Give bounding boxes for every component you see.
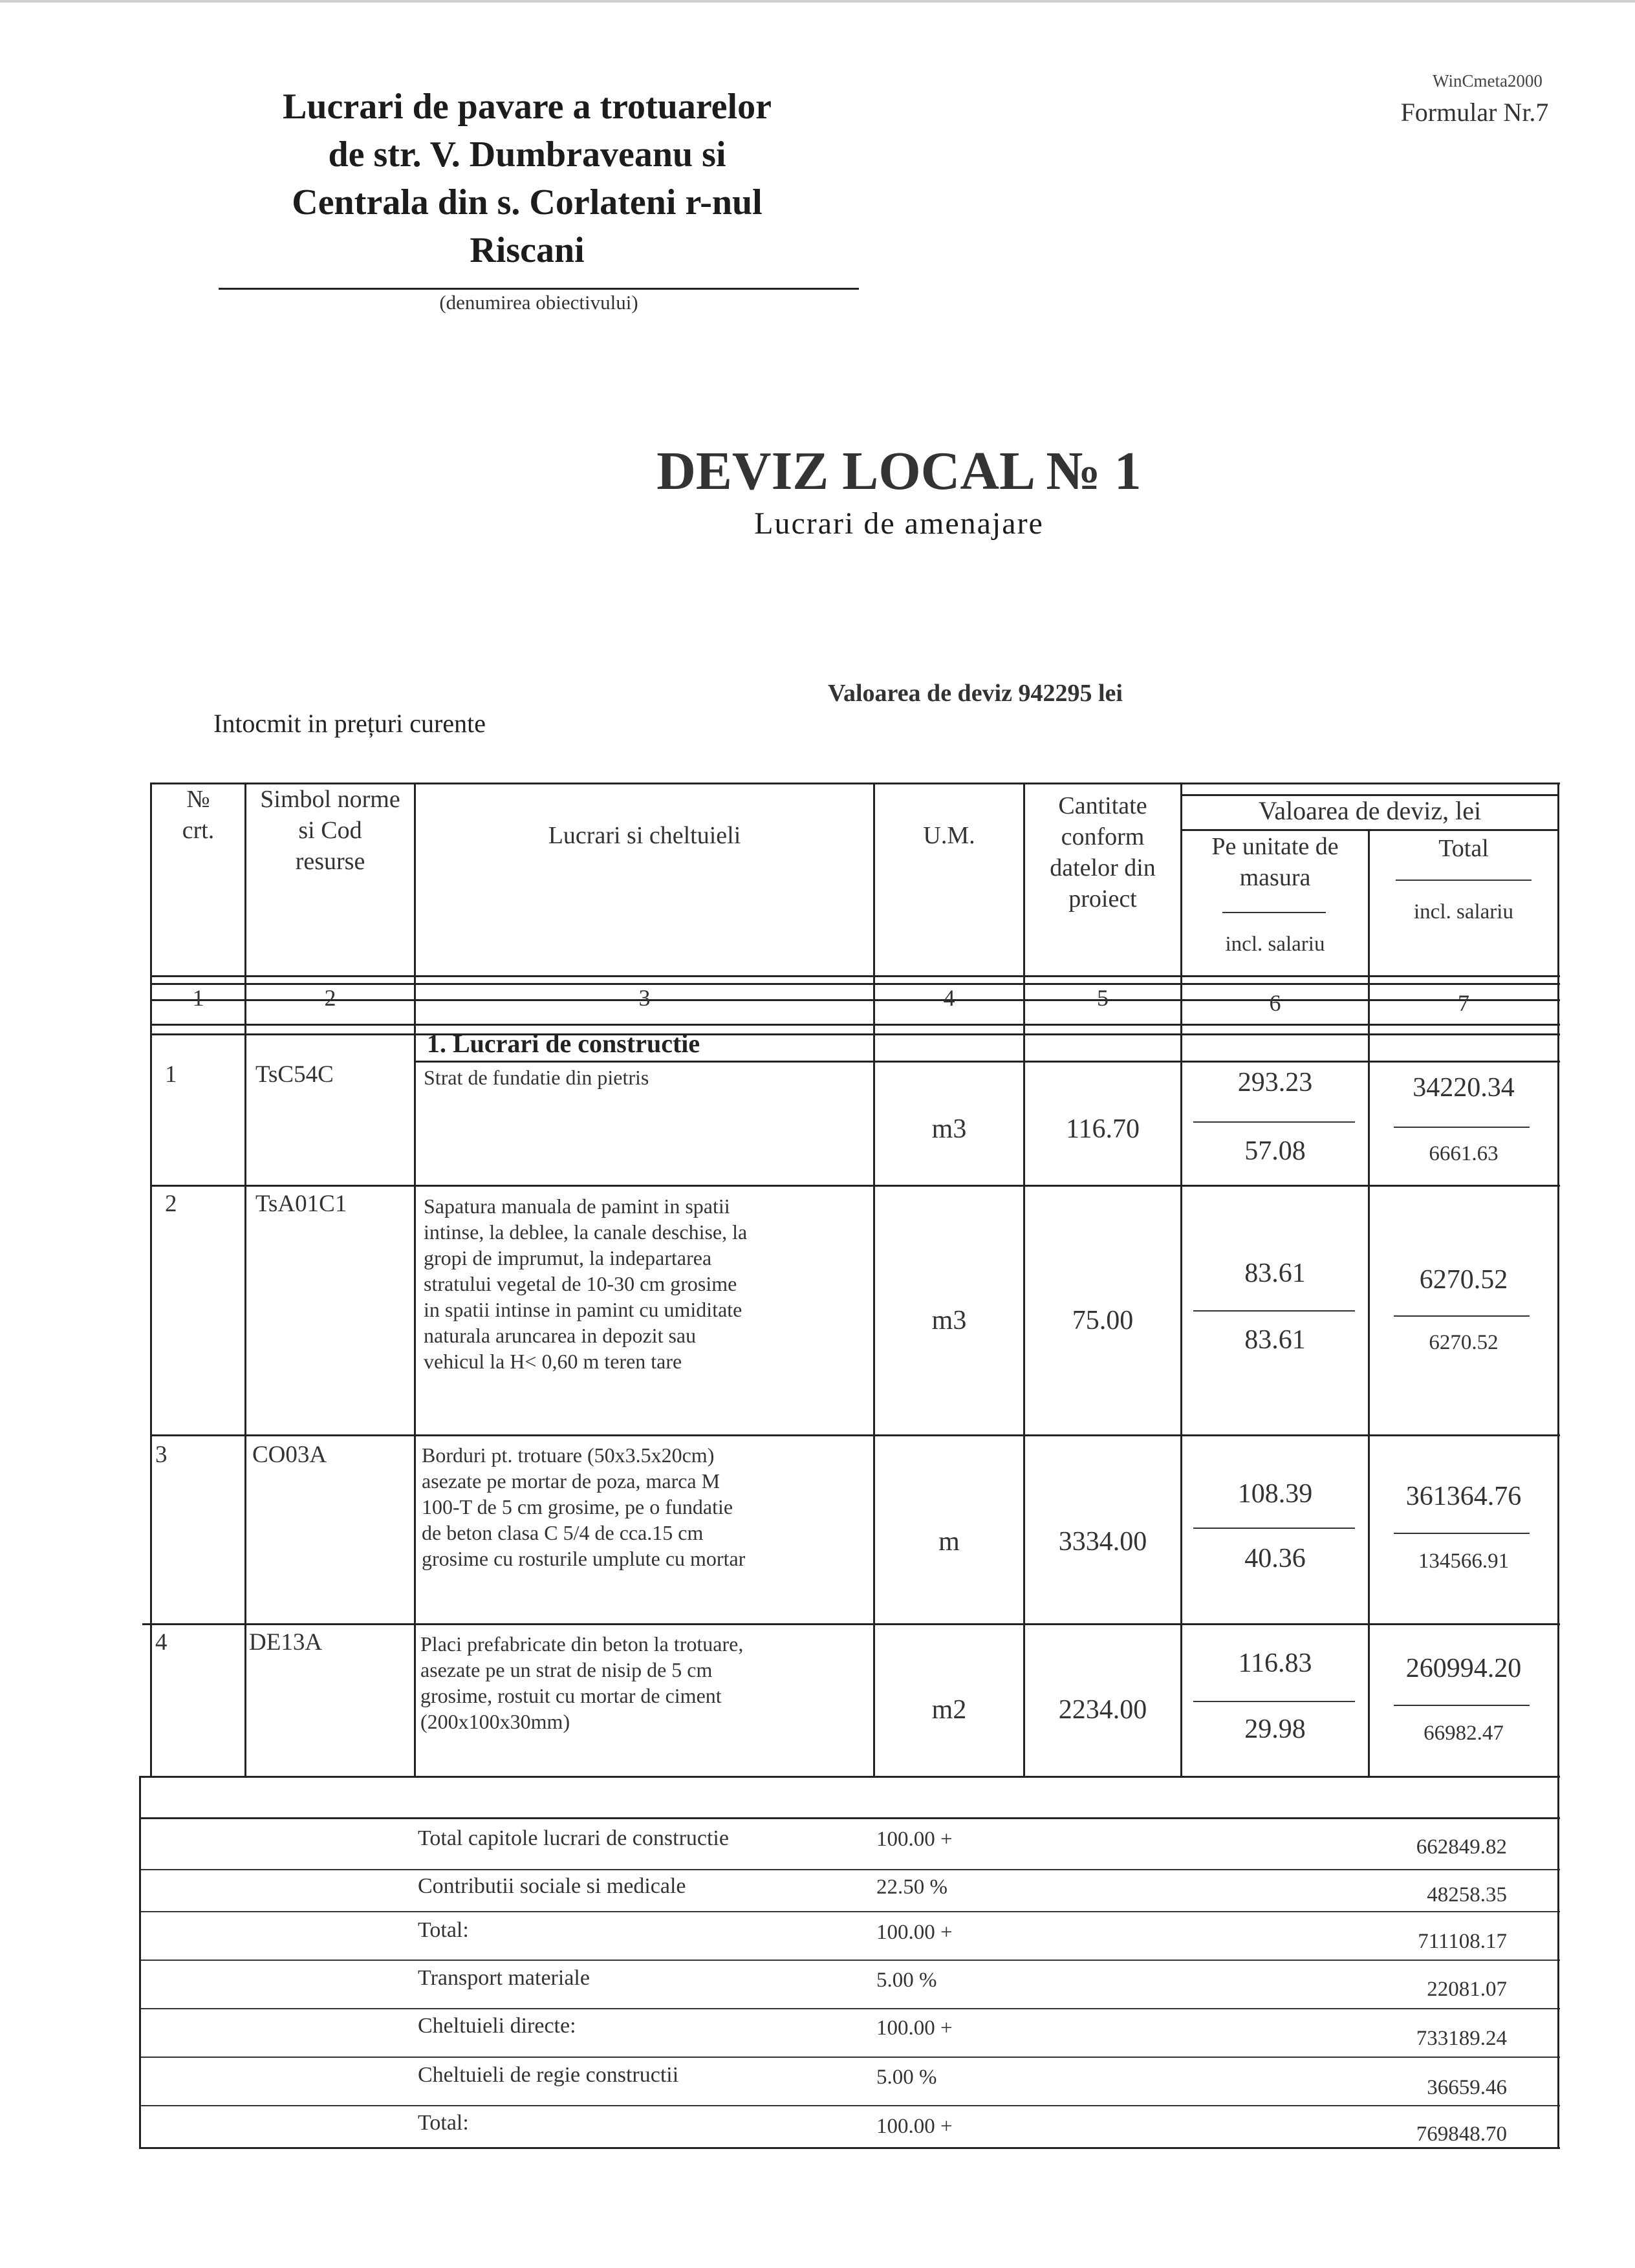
table-rule (150, 1024, 1560, 1026)
totals-percent: 100.00 + (876, 1921, 953, 1944)
row-nr: 4 (155, 1629, 168, 1656)
header-cantitate-line: proiect (1068, 885, 1137, 913)
table-rule (139, 2105, 1560, 2106)
row-code: TsA01C1 (255, 1191, 347, 1217)
row-code: CO03A (252, 1442, 327, 1468)
table-rule (873, 783, 875, 1776)
document-title: DEVIZ LOCAL № 1 (656, 441, 1142, 501)
row-total-salary: 66982.47 (1424, 1722, 1504, 1745)
row-fraction-rule (1394, 1705, 1530, 1706)
row-quantity: 3334.00 (1058, 1527, 1147, 1557)
totals-percent: 5.00 % (876, 1969, 937, 1992)
row-description-line: grosime, rostuit cu mortar de ciment (420, 1684, 722, 1707)
totals-label: Total capitole lucrari de constructie (418, 1826, 729, 1850)
table-rule (142, 1623, 1560, 1625)
row-quantity: 2234.00 (1058, 1695, 1147, 1725)
totals-value: 662849.82 (1416, 1835, 1507, 1859)
header-um: U.M. (923, 822, 975, 849)
object-title-line: Centrala din s. Corlateni r-nul (292, 182, 763, 222)
table-rule (139, 1776, 1560, 1778)
table-rule (1557, 783, 1559, 1776)
row-um: m3 (931, 1306, 967, 1335)
row-total: 361364.76 (1405, 1482, 1522, 1511)
row-description (422, 1442, 745, 1571)
document-subtitle: Lucrari de amenajare (754, 506, 1044, 541)
row-nr: 3 (155, 1442, 168, 1468)
row-description-line: Placi prefabricate din beton la trotuare, (420, 1632, 744, 1656)
table-rule (414, 783, 416, 1776)
table-rule (150, 975, 1560, 977)
column-number: 1 (192, 985, 204, 1011)
table-rule (244, 783, 246, 1776)
row-unit-salary: 83.61 (1244, 1325, 1306, 1355)
row-fraction-rule (1394, 1315, 1530, 1317)
row-unit-price: 293.23 (1237, 1068, 1313, 1097)
table-rule (139, 1911, 1560, 1912)
totals-percent: 100.00 + (876, 1828, 953, 1851)
prices-note: Intocmit in prețuri curente (213, 709, 486, 738)
column-number: 6 (1269, 990, 1281, 1016)
row-quantity: 75.00 (1072, 1306, 1134, 1335)
header-pe-unitate-sub: incl. salariu (1225, 933, 1325, 956)
estimate-value: Valoarea de deviz 942295 lei (828, 680, 1123, 707)
totals-label: Transport materiale (418, 1966, 590, 1990)
header-fraction-rule (1222, 912, 1326, 913)
row-description-line: in spatii intinse in pamint cu umiditate (424, 1298, 742, 1321)
software-code: WinCmeta2000 (1433, 71, 1543, 91)
row-description-line: asezate pe un strat de nisip de 5 cm (420, 1658, 713, 1681)
column-number: 4 (943, 985, 955, 1011)
row-um: m (938, 1527, 960, 1557)
header-nr-line: № (186, 786, 210, 813)
row-fraction-rule (1193, 1310, 1355, 1312)
row-fraction-rule (1394, 1127, 1530, 1128)
object-title (194, 83, 860, 274)
row-description-line: Borduri pt. trotuare (50x3.5x20cm) (422, 1443, 715, 1467)
header-nr (152, 784, 244, 846)
row-fraction-rule (1193, 1121, 1355, 1123)
header-total-sub: incl. salariu (1414, 900, 1513, 923)
header-nr-line: crt. (182, 817, 215, 844)
table-rule (139, 1869, 1560, 1870)
totals-value: 769848.70 (1416, 2122, 1507, 2146)
row-description-line: naturala aruncarea in depozit sau (424, 1324, 697, 1347)
header-cantitate-line: Cantitate (1058, 792, 1147, 819)
object-title-line: Lucrari de pavare a trotuarelor (283, 87, 772, 127)
table-rule (139, 1776, 141, 2149)
row-description-line: (200x100x30mm) (420, 1710, 570, 1733)
table-rule (414, 1061, 1560, 1063)
row-unit-price: 116.83 (1238, 1648, 1312, 1678)
header-lucrari: Lucrari si cheltuieli (548, 822, 741, 849)
row-description-line: 100-T de 5 cm grosime, pe o fundatie (422, 1495, 733, 1518)
row-code: TsC54C (255, 1061, 334, 1088)
row-description-line: intinse, la deblee, la canale deschise, la (424, 1220, 748, 1244)
table-rule (1023, 783, 1025, 1776)
row-description-line: asezate pe mortar de poza, marca M (422, 1469, 720, 1493)
table-rule (150, 1033, 1560, 1035)
row-description-line: Sapatura manuala de pamint in spatii (424, 1194, 730, 1218)
row-description-line: stratului vegetal de 10-30 cm grosime (424, 1272, 737, 1295)
column-number: 7 (1458, 990, 1469, 1016)
row-description-line: Strat de fundatie din pietris (424, 1066, 649, 1089)
column-number: 2 (324, 985, 336, 1011)
page-top-edge (0, 0, 1635, 3)
row-fraction-rule (1193, 1528, 1355, 1529)
row-description (420, 1631, 743, 1734)
object-title-underline (219, 288, 859, 290)
row-nr: 2 (165, 1191, 177, 1217)
table-rule (139, 1817, 1560, 1819)
totals-label: Cheltuieli de regie constructii (418, 2063, 679, 2087)
row-unit-salary: 40.36 (1244, 1544, 1306, 1573)
row-total-salary: 6661.63 (1429, 1142, 1499, 1165)
row-quantity: 116.70 (1066, 1114, 1140, 1144)
header-pe-unitate (1182, 831, 1368, 893)
section-title: 1. Lucrari de constructie (427, 1029, 700, 1058)
row-description-line: de beton clasa C 5/4 de cca.15 cm (422, 1521, 704, 1544)
row-um: m3 (931, 1114, 967, 1144)
totals-value: 22081.07 (1427, 1978, 1507, 2001)
table-rule (1557, 1776, 1559, 2149)
table-rule (139, 2057, 1560, 2058)
totals-percent: 100.00 + (876, 2016, 953, 2040)
row-nr: 1 (165, 1061, 177, 1088)
totals-label: Contributii sociale si medicale (418, 1874, 686, 1898)
row-unit-salary: 29.98 (1244, 1714, 1306, 1744)
row-fraction-rule (1394, 1533, 1530, 1534)
table-rule (150, 1434, 1560, 1436)
table-rule (139, 1960, 1560, 1961)
totals-value: 48258.35 (1427, 1883, 1507, 1906)
row-total: 34220.34 (1413, 1073, 1515, 1103)
object-title-line: Riscani (470, 230, 585, 270)
column-number: 5 (1097, 985, 1109, 1011)
table-rule (1368, 829, 1370, 1776)
row-description-line: vehicul la H< 0,60 m teren tare (424, 1350, 682, 1373)
row-total: 260994.20 (1405, 1654, 1522, 1683)
row-description-line: gropi de imprumut, la indepartarea (424, 1246, 712, 1269)
totals-percent: 5.00 % (876, 2066, 937, 2089)
header-valoare-group: Valoarea de deviz, lei (1258, 796, 1482, 825)
totals-label: Total: (418, 1918, 469, 1942)
row-code: DE13A (249, 1629, 323, 1656)
header-cantitate-line: conform (1061, 823, 1145, 850)
row-total: 6270.52 (1419, 1265, 1508, 1295)
header-simbol-line: resurse (295, 848, 365, 875)
row-unit-salary: 57.08 (1244, 1136, 1306, 1166)
row-total-salary: 134566.91 (1418, 1550, 1510, 1573)
form-number: Formular Nr.7 (1400, 98, 1549, 127)
table-rule (139, 2147, 1560, 2149)
table-rule (150, 783, 152, 1776)
header-pe-unitate-line: Pe unitate de (1211, 833, 1339, 860)
totals-percent: 22.50 % (876, 1875, 947, 1899)
totals-value: 733189.24 (1416, 2027, 1507, 2050)
table-rule (150, 1185, 1560, 1187)
header-fraction-rule (1396, 880, 1532, 881)
row-um: m2 (931, 1695, 967, 1725)
row-description (424, 1193, 747, 1374)
table-rule (139, 2008, 1560, 2009)
object-title-line: de str. V. Dumbraveanu si (328, 135, 726, 175)
row-description-line: grosime cu rosturile umplute cu mortar (422, 1547, 746, 1570)
row-fraction-rule (1193, 1701, 1355, 1702)
header-pe-unitate-line: masura (1239, 864, 1311, 891)
header-simbol-line: si Cod (298, 817, 362, 844)
totals-value: 711108.17 (1418, 1930, 1507, 1953)
row-total-salary: 6270.52 (1429, 1331, 1499, 1354)
header-simbol-line: Simbol norme (260, 786, 400, 813)
totals-label: Cheltuieli directe: (418, 2014, 576, 2038)
object-caption: (denumirea obiectivului) (439, 291, 638, 314)
totals-label: Total: (418, 2111, 469, 2135)
row-description (424, 1064, 649, 1090)
totals-percent: 100.00 + (876, 2115, 953, 2138)
column-number: 3 (638, 985, 651, 1011)
row-unit-price: 83.61 (1244, 1258, 1306, 1288)
header-cantitate-line: datelor din (1050, 854, 1156, 881)
header-total: Total (1438, 835, 1489, 862)
header-simbol (246, 784, 414, 877)
totals-value: 36659.46 (1427, 2076, 1507, 2099)
header-cantitate (1025, 790, 1180, 914)
row-unit-price: 108.39 (1237, 1479, 1313, 1509)
